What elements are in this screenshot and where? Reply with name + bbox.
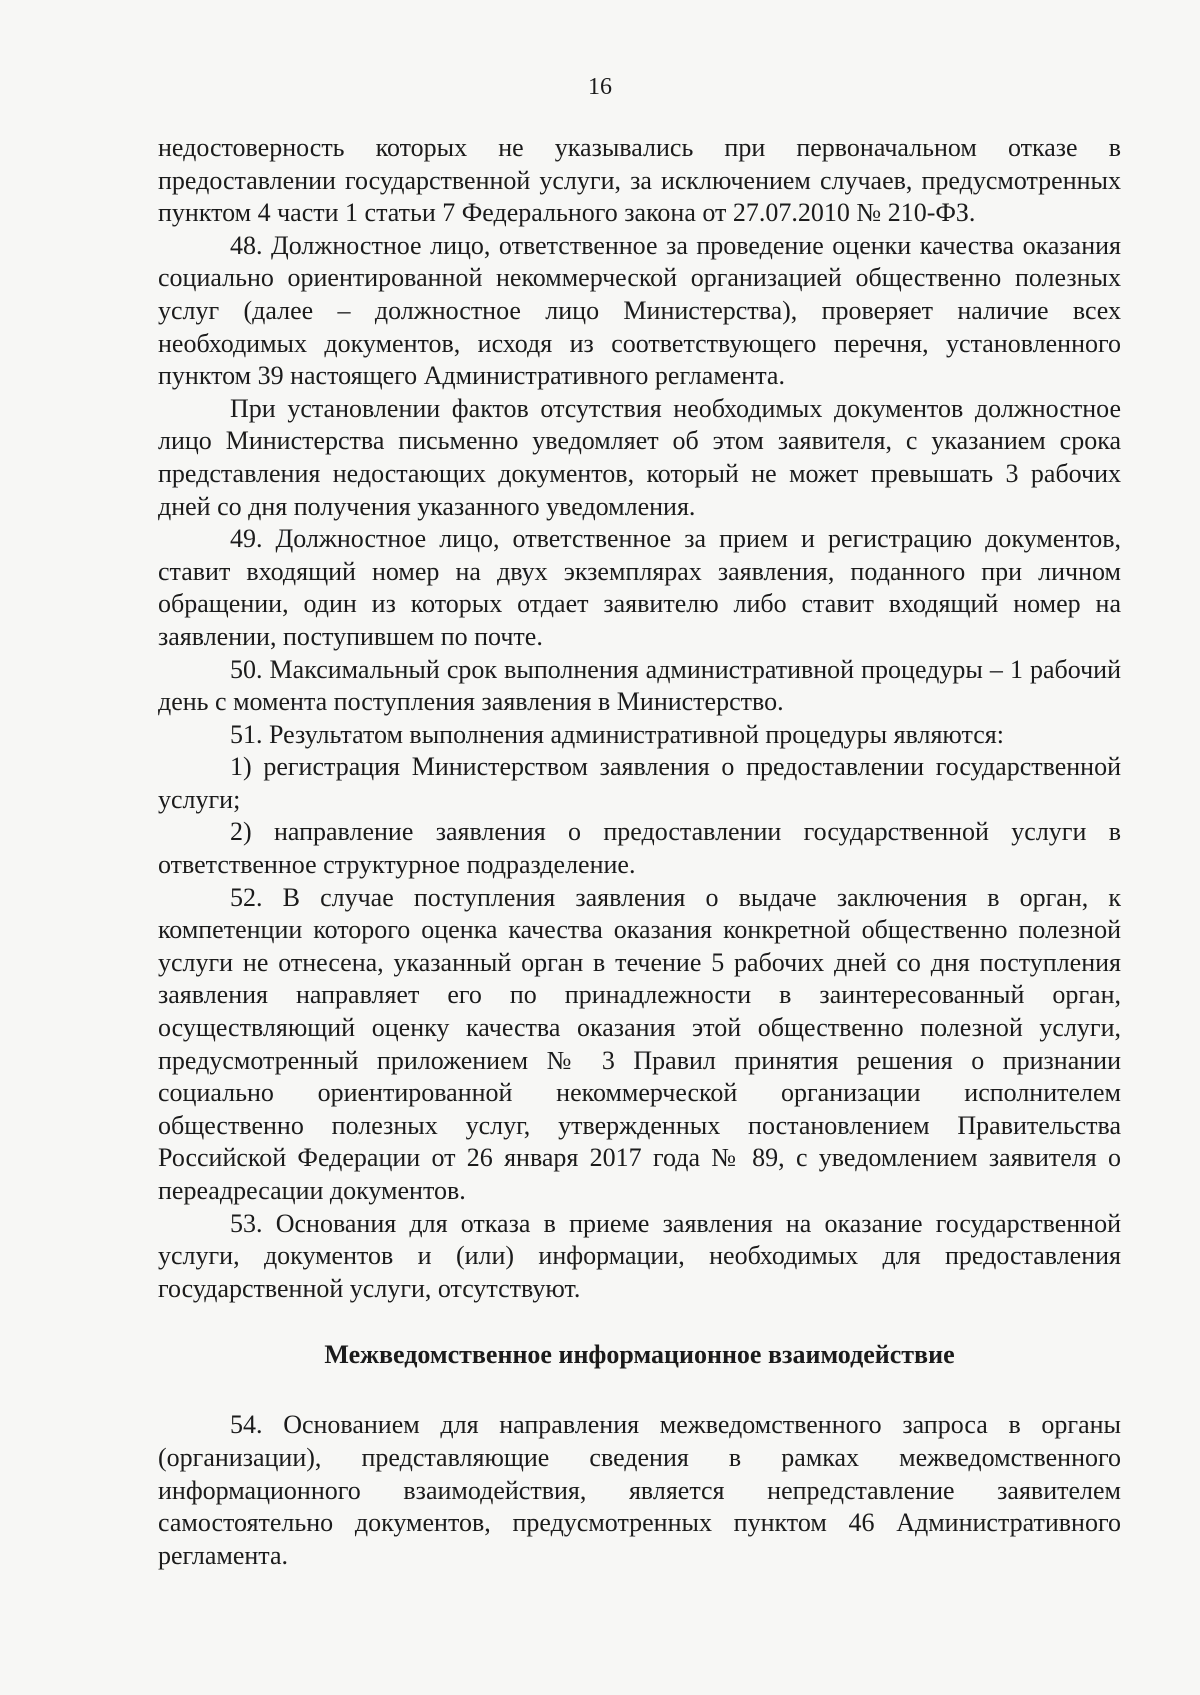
paragraph-51-item-1: 1) регистрация Министерством заявления о предоставлении государственной услуги; bbox=[158, 752, 1121, 814]
paragraph-48: 48. Должностное лицо, ответственное за проведение оценки качества оказания социально ориентированной некоммерческой организацией общественно полезных услуг (далее – должностное лицо Министерства), проверяет наличие всех необходимых документов, исходя из соответствующего перечня, установленного пунктом 39 настоящего Административного регламента. bbox=[158, 230, 1121, 391]
paragraph-54: 54. Основанием для направления межведомственного запроса в органы (организации), представляющие сведения в рамках межведомственного информационного взаимодействия, является непредставление заявителем самостоятельно документов, предусмотренных пунктом 46 Административного регламента. bbox=[158, 1410, 1121, 1570]
paragraph-48-missing-docs: При установлении фактов отсутствия необходимых документов должностное лицо Министерства письменно уведомляет об этом заявителя, с указанием срока представления недостающих документов, который не может превышать 3 рабочих дней со дня получения указанного уведомления. bbox=[158, 393, 1121, 521]
paragraph-continuation: недостоверность которых не указывались при первоначальном отказе в предоставлении государственной услуги, за исключением случаев, предусмотренных пунктом 4 части 1 статьи 7 Федерального закона от 27.07.2010 № 210-ФЗ. bbox=[158, 133, 1121, 228]
paragraph-53: 53. Основания для отказа в приеме заявления на оказание государственной услуги, документов и (или) информации, необходимых для предоставления государственной услуги, отсутствуют. bbox=[158, 1208, 1121, 1303]
paragraph-49: 49. Должностное лицо, ответственное за прием и регистрацию документов, ставит входящий номер на двух экземплярах заявления, поданного при личном обращении, один из которых отдает заявителю либо ставит входящий номер на заявлении, поступившем по почте. bbox=[158, 524, 1121, 651]
paragraph-50: 50. Максимальный срок выполнения административной процедуры – 1 рабочий день с момента поступления заявления в Министерство. bbox=[158, 654, 1121, 717]
paragraph-51: 51. Результатом выполнения административной процедуры являются: bbox=[230, 719, 1004, 749]
paragraph-52: 52. В случае поступления заявления о выдаче заключения в орган, к компетенции которого оценка качества оказания конкретной общественно полезной услуги не отнесена, указанный орган в течение 5 рабочих дней со дня поступления заявления направляет его по принадлежности в заинтересованный орган, осуществляющий оценку качества оказания этой общественно полезной услуги, предусмотренный приложением № 3 Правил принятия решения о признании социально ориентированной некоммерческой организации исполнителем общественно полезных услуг, утвержденных постановлением Правительства Российской Федерации от 26 января 2017 года № 89, с уведомлением заявителя о переадресации документов. bbox=[158, 882, 1121, 1205]
paragraph-51-item-2: 2) направление заявления о предоставлении государственной услуги в ответственное структурное подразделение. bbox=[158, 817, 1121, 880]
section-heading: Межведомственное информационное взаимодействие bbox=[324, 1340, 955, 1370]
page-number: 16 bbox=[588, 74, 612, 100]
document-body bbox=[158, 132, 1121, 1572]
